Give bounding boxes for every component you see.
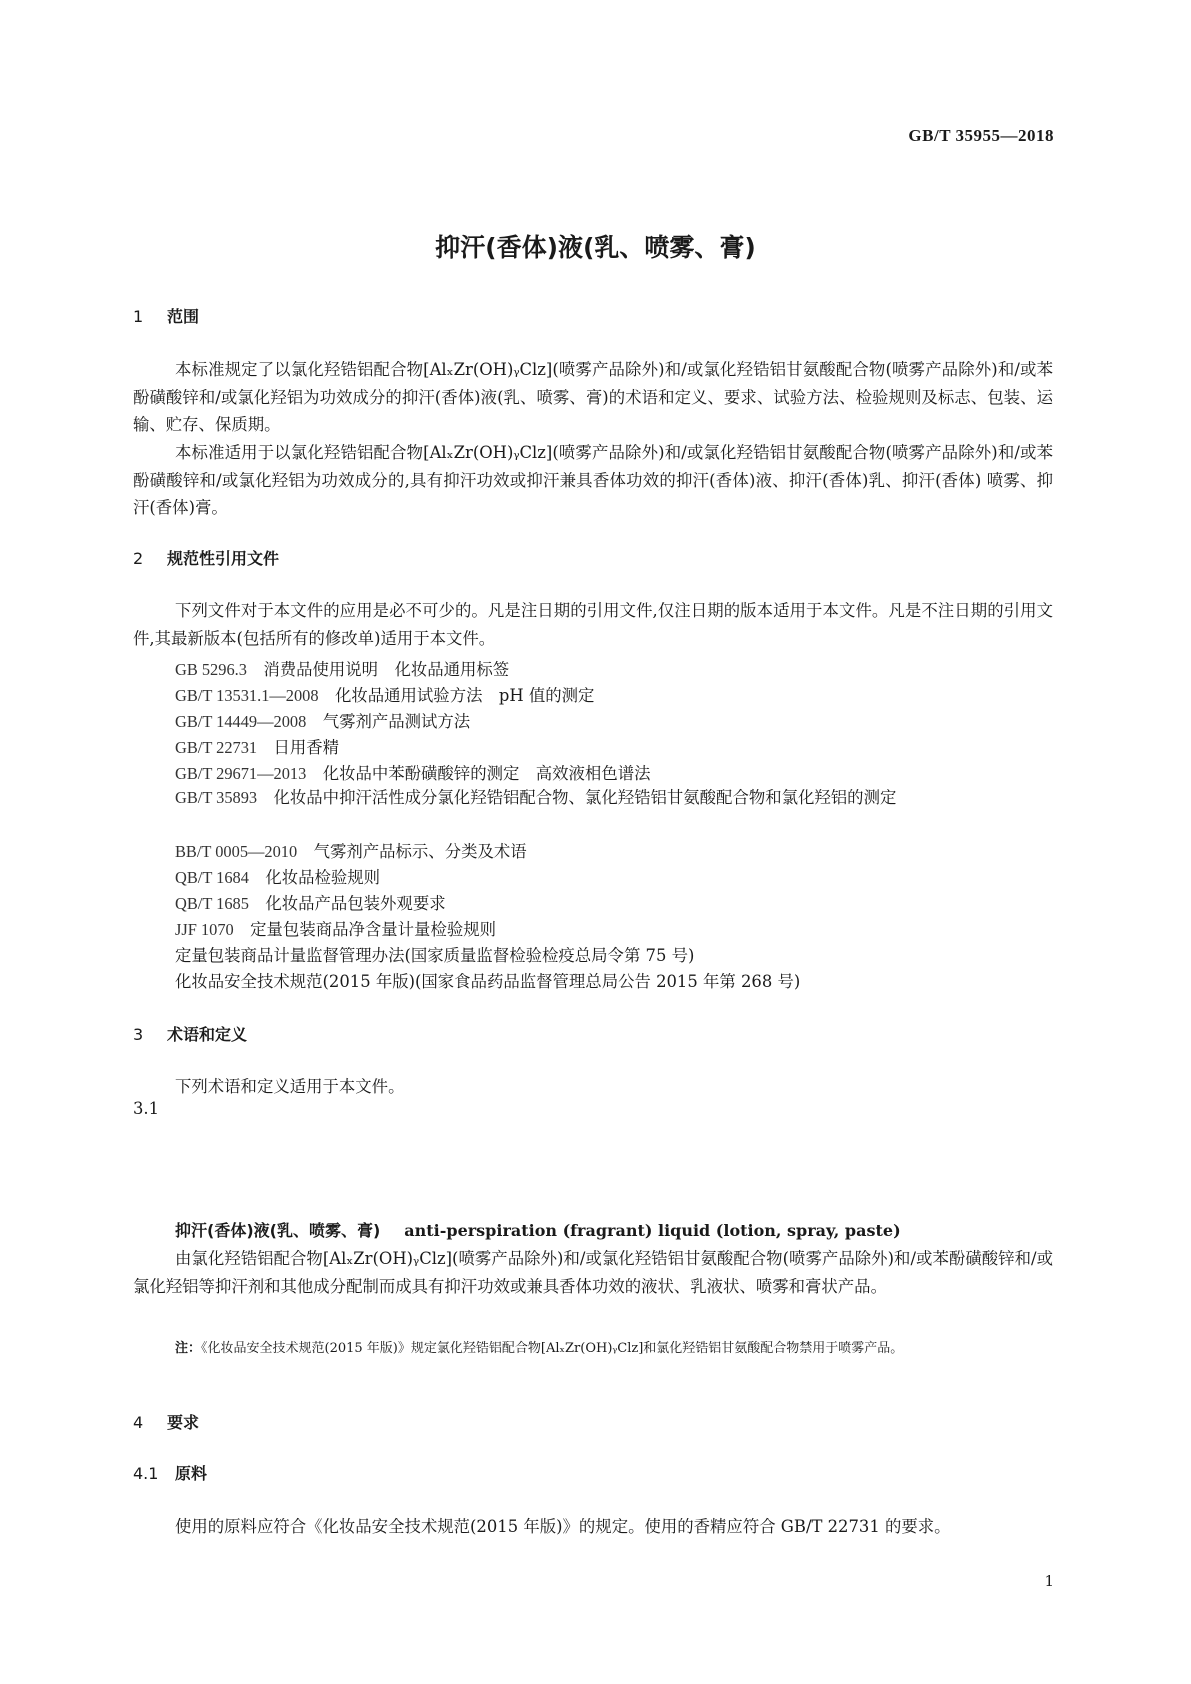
section-title: 术语和定义 [167, 1025, 248, 1044]
section-number: 3 [133, 1025, 144, 1044]
section-number: 4 [133, 1413, 144, 1432]
reference-name: 化妆品中苯酚磺酸锌的测定 高效液相色谱法 [322, 764, 651, 783]
term-chinese: 抑汗(香体)液(乳、喷雾、膏) [175, 1221, 381, 1240]
reference-item-wrapped [133, 784, 1053, 812]
reference-code: QB/T 1685 [175, 894, 249, 913]
reference-code: JJF 1070 [175, 920, 234, 939]
reference-item [175, 760, 651, 784]
reference-item [175, 656, 509, 680]
section-title: 要求 [167, 1413, 200, 1432]
reference-code: GB 5296.3 [175, 660, 247, 679]
paragraph-text: 本标准规定了以氯化羟锆铝配合物[AlₓZr(OH)ᵧClz](喷雾产品除外)和/或氯化羟锆铝甘氨酸配合物(喷雾产品除外)和/或苯酚磺酸锌和/或氯化羟铝为功效成分的抑汗(香体)液(乳、喷雾、膏)的术语和定义、要求、试验方法、检验规则及标志、包装、运输、贮存、保质期。 [133, 360, 1053, 434]
reference-name: 定量包装商品净含量计量检验规则 [250, 920, 497, 939]
section-4-1-paragraph: 使用的原料应符合《化妆品安全技术规范(2015 年版)》的规定。使用的香精应符合 GB/T 22731 的要求。 [175, 1517, 951, 1536]
reference-item [175, 890, 446, 914]
reference-name: 化妆品中抑汗活性成分氯化羟锆铝配合物、氯化羟锆铝甘氨酸配合物和氯化羟铝的测定 [273, 788, 897, 807]
section-number: 1 [133, 307, 144, 326]
term-english: anti-perspiration (fragrant) liquid (lotion, spray, paste) [404, 1221, 901, 1240]
section-3-heading [133, 1022, 247, 1045]
term-heading [175, 1218, 901, 1241]
reference-name: 化妆品产品包装外观要求 [265, 894, 446, 913]
reference-name: 化妆品通用试验方法 pH 值的测定 [334, 686, 595, 705]
section-2-intro [133, 597, 1053, 652]
reference-code: BB/T 0005—2010 [175, 842, 298, 861]
section-number: 2 [133, 549, 144, 568]
reference-name: 气雾剂产品标示、分类及术语 [313, 842, 527, 861]
reference-item [175, 682, 594, 706]
term-note [175, 1338, 1055, 1360]
reference-code: GB/T 35893 [175, 788, 258, 807]
section-title: 范围 [167, 307, 200, 326]
reference-code: QB/T 1684 [175, 868, 249, 887]
section-4-heading [133, 1410, 199, 1433]
reference-code: GB/T 13531.1—2008 [175, 686, 319, 705]
reference-item [175, 708, 470, 732]
section-title: 规范性引用文件 [167, 549, 280, 568]
reference-item: 化妆品安全技术规范(2015 年版)(国家食品药品监督管理总局公告 2015 年第 268 号) [175, 972, 801, 991]
note-label: 注： [175, 1341, 202, 1356]
reference-code: GB/T 14449—2008 [175, 712, 307, 731]
standard-number: GB/T 35955—2018 [908, 126, 1054, 145]
term-number: 3.1 [133, 1099, 160, 1118]
reference-name: 气雾剂产品测试方法 [322, 712, 471, 731]
section-3-intro: 下列术语和定义适用于本文件。 [175, 1077, 405, 1096]
section-1-paragraph-2 [133, 439, 1053, 522]
paragraph-text: 本标准适用于以氯化羟锆铝配合物[AlₓZr(OH)ᵧClz](喷雾产品除外)和/或氯化羟锆铝甘氨酸配合物(喷雾产品除外)和/或苯酚磺酸锌和/或氯化羟铝为功效成分的,具有抑汗功效或抑汗兼具香体功效的抑汗(香体)液、抑汗(香体)乳、抑汗(香体) 喷雾、抑汗(香体)膏。 [133, 443, 1053, 517]
reference-name: 消费品使用说明 化妆品通用标签 [263, 660, 510, 679]
paragraph-text: 由氯化羟锆铝配合物[AlₓZr(OH)ᵧClz](喷雾产品除外)和/或氯化羟锆铝甘氨酸配合物(喷雾产品除外)和/或苯酚磺酸锌和/或氯化羟铝等抑汗剂和其他成分配制而成具有抑汗功效或兼具香体功效的液状、乳液状、喷雾和膏状产品。 [133, 1249, 1053, 1296]
section-number: 4.1 [133, 1464, 159, 1483]
section-title: 原料 [175, 1464, 208, 1483]
section-2-heading [133, 546, 279, 569]
document-title: 抑汗(香体)液(乳、喷雾、膏) [435, 233, 756, 262]
reference-item [175, 734, 339, 758]
reference-code: GB/T 29671—2013 [175, 764, 307, 783]
reference-item [175, 864, 380, 888]
section-1-paragraph-1 [133, 356, 1053, 439]
term-definition [133, 1245, 1053, 1300]
reference-item [175, 916, 496, 940]
section-1-heading [133, 304, 199, 327]
reference-name: 化妆品检验规则 [265, 868, 381, 887]
reference-item: 定量包装商品计量监督管理办法(国家质量监督检验检疫总局令第 75 号) [175, 946, 695, 965]
section-4-1-heading [133, 1461, 207, 1484]
note-text: 《化妆品安全技术规范(2015 年版)》规定氯化羟锆铝配合物[AlₓZr(OH)ᵧClz]和氯化羟锆铝甘氨酸配合物禁用于喷雾产品。 [201, 1341, 904, 1356]
reference-code: GB/T 22731 [175, 738, 258, 757]
paragraph-text: 下列文件对于本文件的应用是必不可少的。凡是注日期的引用文件,仅注日期的版本适用于本文件。凡是不注日期的引用文件,其最新版本(包括所有的修改单)适用于本文件。 [133, 601, 1053, 648]
page-number: 1 [1044, 1572, 1054, 1590]
reference-name: 日用香精 [273, 738, 340, 757]
reference-item [175, 838, 527, 862]
